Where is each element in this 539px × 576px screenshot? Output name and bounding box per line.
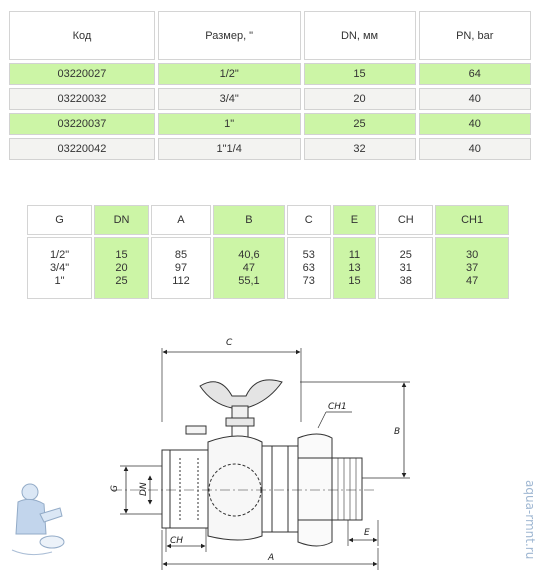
- cell-code: 03220042: [9, 138, 155, 160]
- header-b: B: [213, 205, 285, 235]
- cell-e-values: 11 13 15: [333, 237, 377, 299]
- cell-dn: 25: [304, 113, 416, 135]
- cell-size: 1/2": [158, 63, 301, 85]
- label-a: A: [268, 553, 275, 563]
- label-c: C: [226, 338, 233, 348]
- label-ch1: CH1: [328, 402, 347, 412]
- cell-size: 3/4": [158, 88, 301, 110]
- cell-pn: 40: [419, 138, 532, 160]
- header-g: G: [27, 205, 92, 235]
- cell-c-values: 53 63 73: [287, 237, 331, 299]
- label-e: E: [364, 528, 370, 538]
- header-code: Код: [9, 11, 155, 60]
- dimension-e: [348, 520, 378, 546]
- cell-ch1-values: 30 37 47: [435, 237, 509, 299]
- cell-b-values: 40,6 47 55,1: [213, 237, 285, 299]
- table-row: [9, 113, 531, 135]
- dimension-values-row: [27, 237, 509, 299]
- cell-code: 03220037: [9, 113, 155, 135]
- cell-dn: 20: [304, 88, 416, 110]
- header-pn: PN, bar: [419, 11, 532, 60]
- cell-code: 03220032: [9, 88, 155, 110]
- cell-g-values: 1/2" 3/4" 1": [27, 237, 92, 299]
- cell-size: 1": [158, 113, 301, 135]
- cell-dn-values: 15 20 25: [94, 237, 149, 299]
- table-row: [9, 88, 531, 110]
- cell-dn: 32: [304, 138, 416, 160]
- header-size: Размер, ": [158, 11, 301, 60]
- table-row: [9, 138, 531, 160]
- watermark-text: aqua-rmnt.ru: [523, 480, 537, 560]
- cell-size: 1"1/4: [158, 138, 301, 160]
- cell-pn: 40: [419, 88, 532, 110]
- header-dn: DN, мм: [304, 11, 416, 60]
- table-row: [9, 63, 531, 85]
- cell-pn: 40: [419, 113, 532, 135]
- label-g: G: [110, 485, 120, 492]
- cell-code: 03220027: [9, 63, 155, 85]
- cell-ch-values: 25 31 38: [378, 237, 433, 299]
- plumber-mascot-icon: [12, 484, 64, 555]
- cell-pn: 64: [419, 63, 532, 85]
- label-dn: DN: [139, 482, 149, 496]
- product-table: [6, 8, 534, 163]
- valve-drawing: [0, 330, 539, 576]
- dimension-table-header: [27, 205, 509, 235]
- label-ch: CH: [170, 536, 184, 546]
- header-e: E: [333, 205, 377, 235]
- header-ch1: CH1: [435, 205, 509, 235]
- header-ch: CH: [378, 205, 433, 235]
- header-a: A: [151, 205, 211, 235]
- dimension-ch1: [318, 402, 352, 428]
- header-c: C: [287, 205, 331, 235]
- dimension-table: [25, 203, 511, 301]
- cell-a-values: 85 97 112: [151, 237, 211, 299]
- header-dn: DN: [94, 205, 149, 235]
- dimension-ch: [166, 528, 206, 552]
- cell-dn: 15: [304, 63, 416, 85]
- label-b: B: [394, 427, 401, 437]
- product-table-header: [9, 11, 531, 60]
- dimension-a: [162, 530, 378, 570]
